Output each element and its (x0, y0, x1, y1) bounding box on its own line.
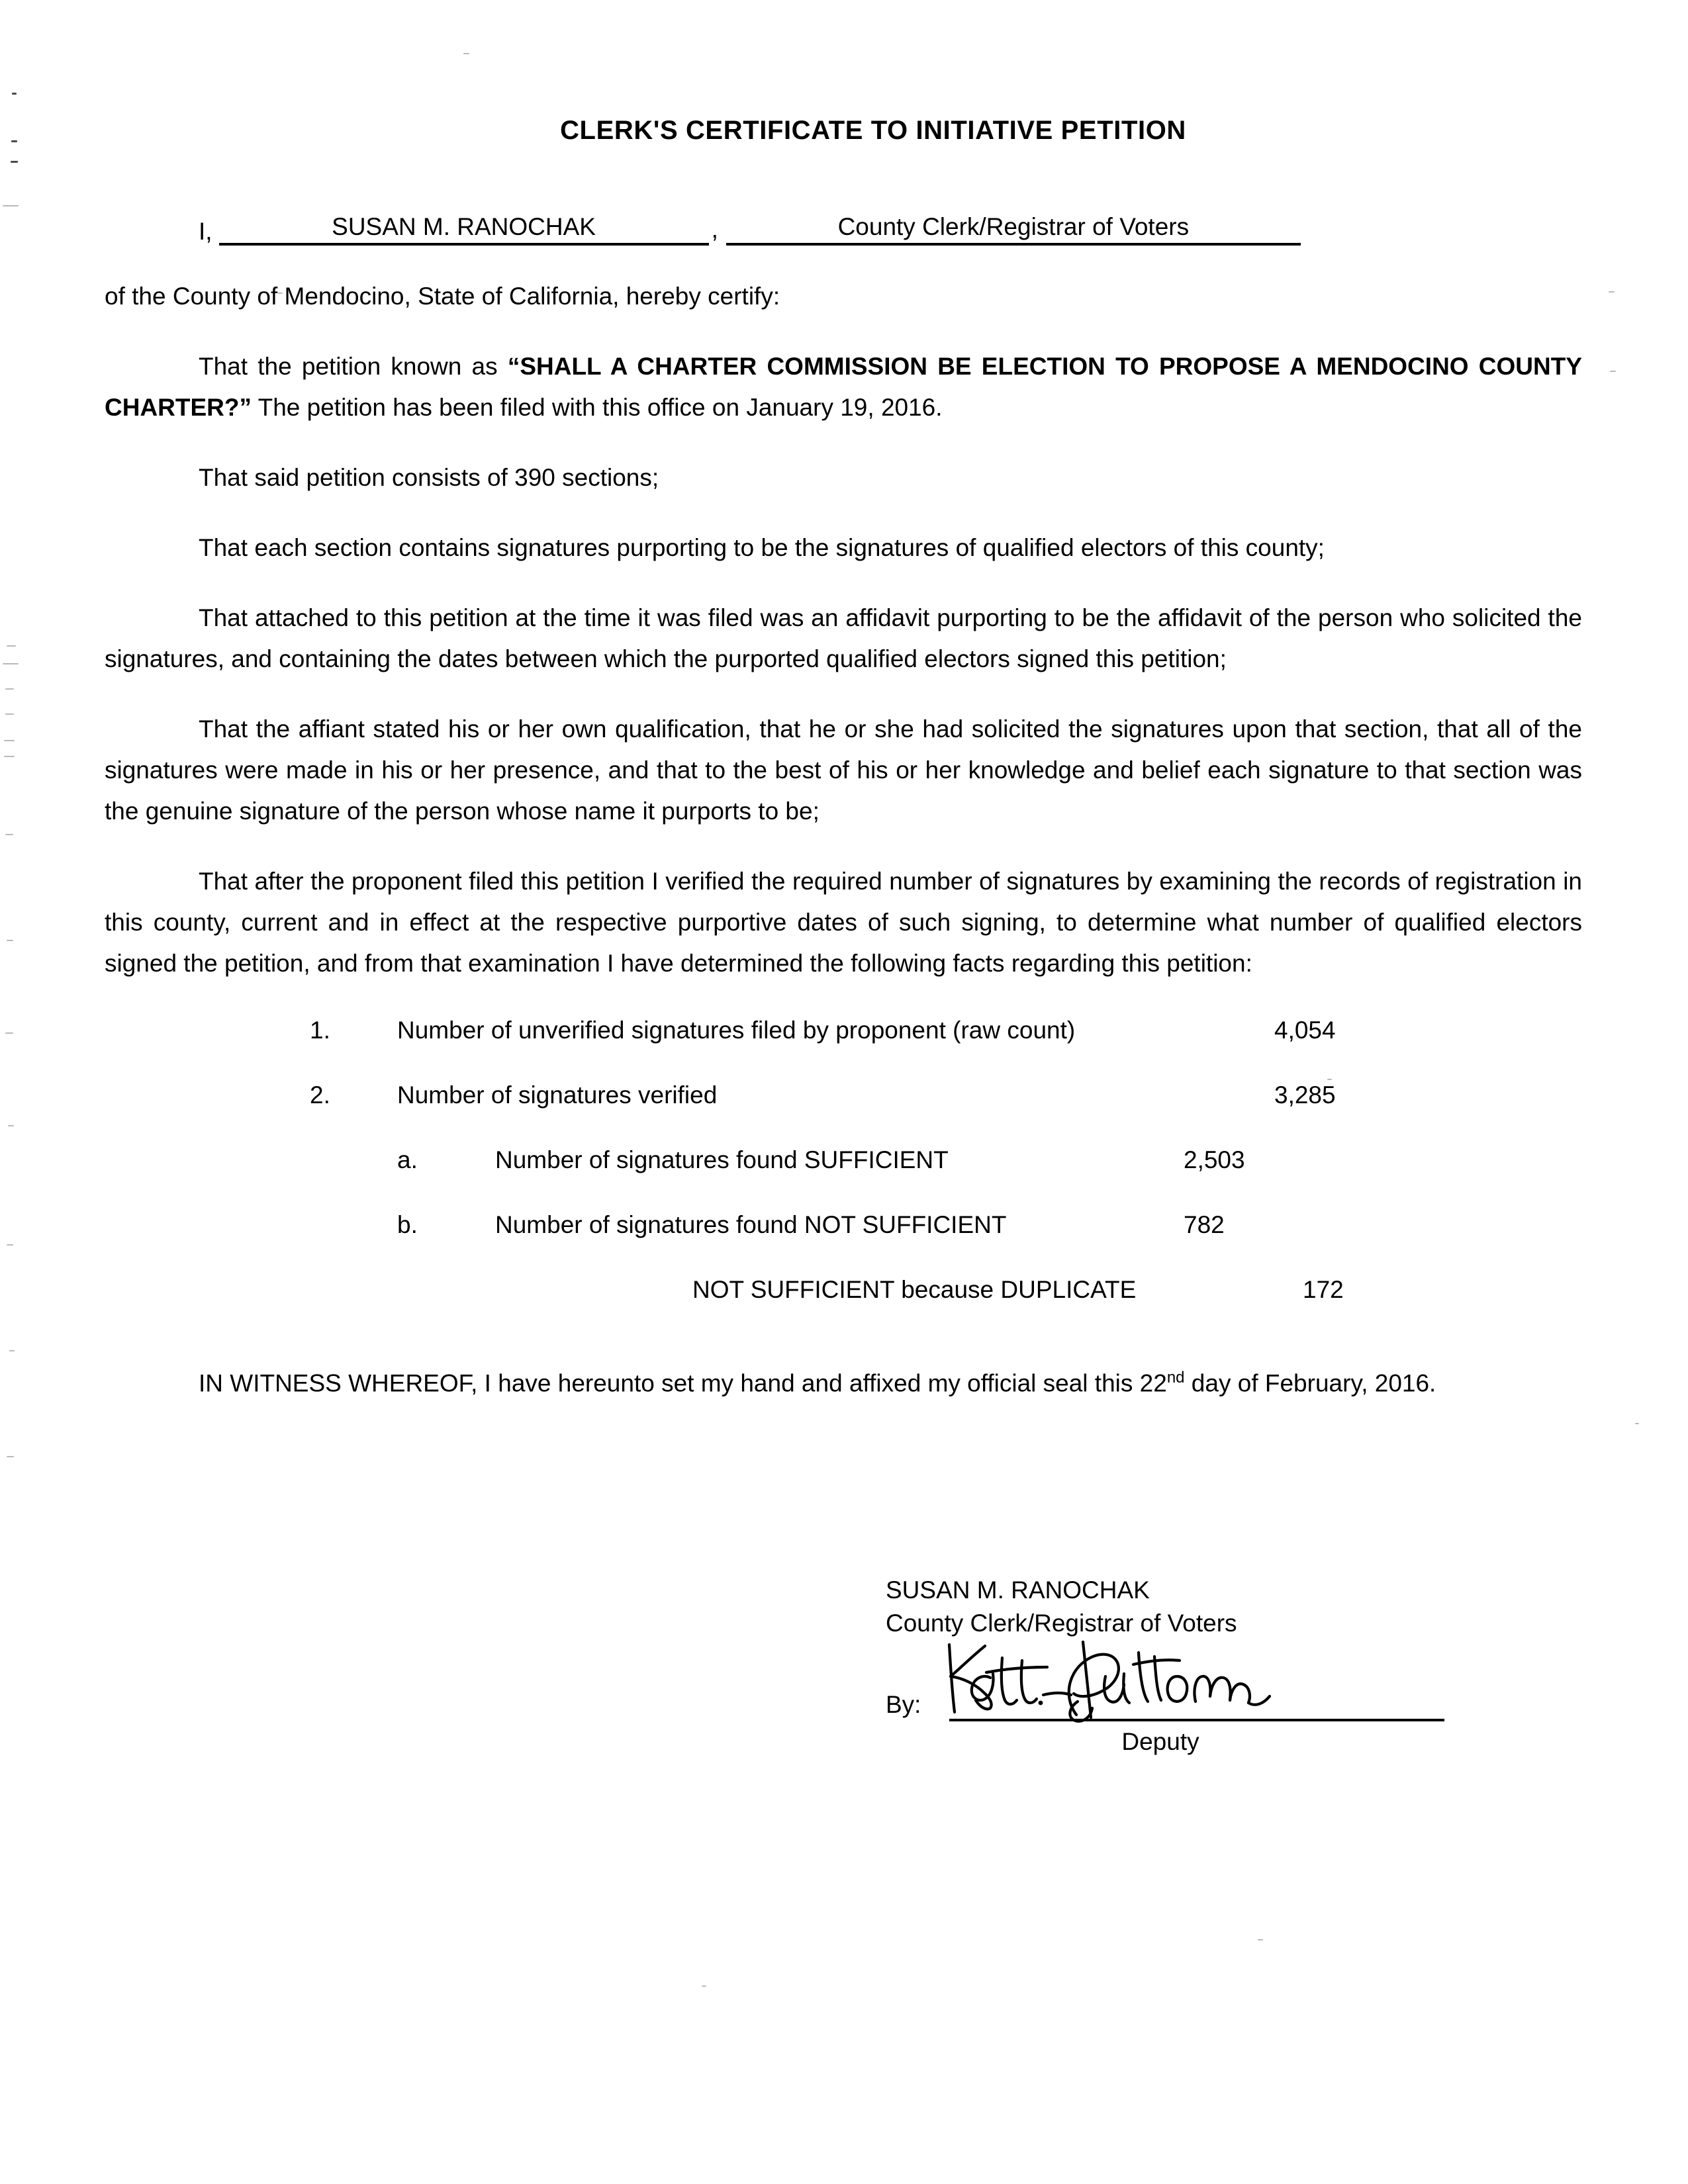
paragraph-witness-clause (105, 1357, 1582, 1404)
fact-value: 782 (1184, 1211, 1225, 1238)
scan-speckle (9, 1350, 15, 1351)
scan-speckle (8, 1125, 14, 1126)
fact-marker: 2. (310, 1081, 330, 1109)
handwritten-signature-icon (944, 1638, 1295, 1724)
clerk-name-field[interactable]: SUSAN M. RANOCHAK (219, 213, 709, 246)
scan-speckle (7, 645, 16, 647)
paragraph-affidavit-attached: That attached to this petition at the time it was filed was an affidavit purporting to be the affidavit of the person who solicited the signatures, and containing the dates between which the purported qualified electors signed this petition; (105, 604, 1582, 672)
ordinal-suffix: nd (1166, 1369, 1185, 1387)
fact-value: 2,503 (1184, 1146, 1245, 1173)
fact-marker: a. (397, 1146, 418, 1173)
fact-marker: b. (397, 1211, 418, 1238)
facts-list (105, 1016, 1582, 1340)
scan-speckle (5, 834, 13, 835)
fact-label: Number of signatures found NOT SUFFICIENT (495, 1211, 1007, 1238)
identification-comma: , (711, 216, 718, 243)
signature-rule (949, 1719, 1444, 1721)
jurisdiction-line: of the County of Mendocino, State of California, hereby certify: (105, 283, 780, 310)
deputy-label: Deputy (1121, 1728, 1199, 1755)
fact-row (105, 1081, 1582, 1146)
signature-block (886, 1574, 1481, 1755)
scan-speckle (4, 756, 15, 757)
petition-question-text: “SHALL A CHARTER COMMISSION BE ELECTION TO PROPOSE A MENDOCINO COUNTY CHARTER?” (105, 353, 1582, 421)
scan-speckle (11, 140, 17, 142)
scan-speckle (12, 93, 17, 95)
signatory-role: County Clerk/Registrar of Voters (886, 1610, 1237, 1637)
fact-value: 4,054 (1274, 1017, 1336, 1044)
fact-value: 3,285 (1274, 1081, 1336, 1109)
paragraph-each-section: That each section contains signatures purporting to be the signatures of qualified electors of this county; (199, 534, 1325, 561)
clerk-title-field[interactable]: County Clerk/Registrar of Voters (726, 213, 1301, 246)
fact-label: NOT SUFFICIENT because DUPLICATE (692, 1276, 1137, 1303)
document-body (105, 0, 1582, 1404)
fact-row (105, 1210, 1582, 1275)
identification-lead-in: I, (199, 218, 212, 245)
scan-speckle (1258, 1939, 1263, 1940)
fact-marker: 1. (310, 1017, 330, 1044)
scan-speckle (1610, 371, 1616, 372)
page-title: CLERK'S CERTIFICATE TO INITIATIVE PETITION (560, 116, 1186, 145)
scan-speckle (5, 713, 14, 715)
paragraph-verification: That after the proponent filed this petition I verified the required number of signatures by examining the records of registration in this county, current and in effect at the respective purportive dates of such signing, to determine what number of qualified electors signed the petition, and from that examination I have determined the following facts regarding this petition: (105, 868, 1582, 977)
fact-label: Number of signatures verified (397, 1081, 718, 1109)
witness-text-after-ordinal: day of February, 2016. (1184, 1369, 1436, 1397)
by-signature-row (886, 1676, 1481, 1755)
by-label: By: (886, 1691, 921, 1718)
scan-speckle (3, 205, 19, 206)
scan-speckle (11, 161, 18, 163)
fact-label: Number of unverified signatures filed by proponent (raw count) (397, 1017, 1076, 1044)
paragraph-sections-count: That said petition consists of 390 sections; (199, 464, 659, 491)
scan-speckle (5, 688, 14, 690)
fact-row (105, 1146, 1582, 1210)
scan-speckle (1609, 291, 1615, 293)
scan-speckle (4, 740, 15, 741)
scan-speckle (702, 1985, 706, 1987)
fact-label: Number of signatures found SUFFICIENT (495, 1146, 949, 1173)
petition-known-suffix: The petition has been filed with this office on January 19, 2016. (251, 394, 943, 421)
scan-speckle (7, 1244, 13, 1246)
paragraph-petition-known (105, 346, 1582, 428)
fact-value: 172 (1303, 1276, 1344, 1303)
scan-speckle (3, 663, 19, 664)
identification-line (105, 213, 1582, 246)
fact-row (105, 1275, 1582, 1340)
scan-speckle (5, 1032, 13, 1034)
fact-row (105, 1016, 1582, 1081)
signatory-name: SUSAN M. RANOCHAK (886, 1576, 1150, 1604)
scan-speckle (1635, 1423, 1639, 1424)
petition-known-prefix: That the petition known as (199, 353, 508, 380)
witness-text-before-ordinal: IN WITNESS WHEREOF, I have hereunto set my hand and affixed my official seal this 22 (199, 1369, 1167, 1397)
scan-speckle (7, 940, 13, 941)
scan-speckle (7, 1456, 14, 1457)
paragraph-affiant-stated: That the affiant stated his or her own qualification, that he or she had solicited the signatures upon that section, that all of the signatures were made in his or her presence, and that to the best of his or her knowledge and belief each signature to that section was the genuine signature of the person whose name it purports to be; (105, 715, 1582, 825)
